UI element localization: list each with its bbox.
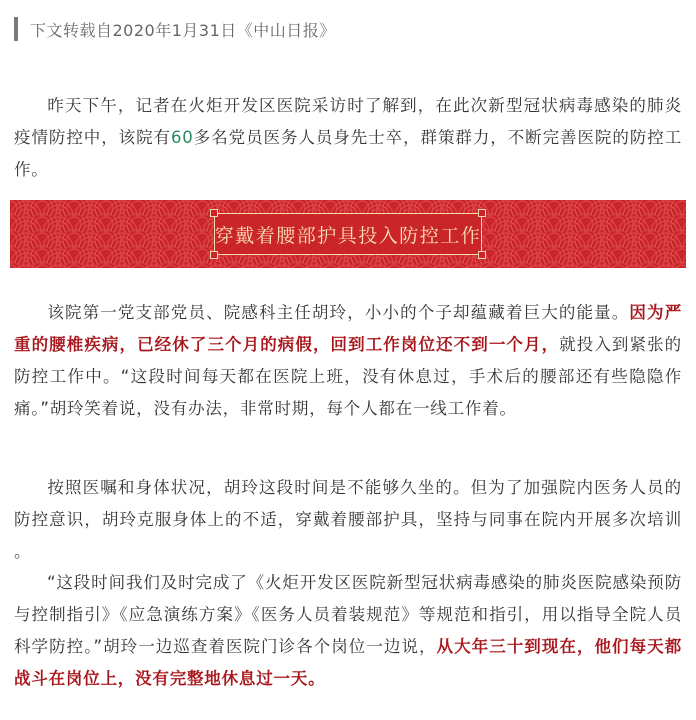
p1-text-after: 就投入到紧张的防控工作中。“这段时间每天都在医院上班，没有休息过，手术后的腰部还有些隐隐作痛。”胡玲笑着说，没有办法，非常时期，每个人都在一线工作着。 [14, 335, 682, 418]
p3-highlight-bold: 从大年三十到现在，他们每天都战斗在岗位上，没有完整地休息过一天。 [14, 637, 682, 688]
intro-text-after: 多名党员医务人员身先士卒，群策群力，不断完善医院的防控工作。 [14, 128, 683, 179]
source-line [14, 16, 336, 42]
intro-paragraph [14, 90, 682, 186]
p1-highlight-bold: 因为严重的腰椎疾病，已经休了三个月的病假，回到工作岗位还不到一个月， [14, 303, 682, 354]
source-accent-bar [14, 17, 18, 41]
p1-text-before: 该院第一党支部党员、院感科主任胡玲，小小的个子却蕴藏着巨大的能量。 [47, 303, 630, 322]
source-text: 下文转载自2020年1月31日《中山日报》 [30, 20, 336, 40]
paragraph-3 [14, 567, 682, 695]
intro-highlight-number: 60 [171, 128, 194, 147]
p2-text: 按照医嘱和身体状况，胡玲这段时间是不能够久坐的。但为了加强院内医务人员的防控意识，胡玲克服身体上的不适，穿戴着腰部护具，坚持与同事在院内开展多次培训 。 [14, 478, 682, 561]
banner-title: 穿戴着腰部护具投入防控工作 [214, 224, 482, 247]
p3-text-before: “这段时间我们及时完成了《火炬开发区医院新型冠状病毒感染的肺炎医院感染预防与控制指引》《应急演练方案》《医务人员着装规范》等规范和指引，用以指导全院人员科学防控。”胡玲一边巡查着医院门诊各个岗位一边说， [14, 573, 682, 656]
section-banner [10, 200, 686, 268]
paragraph-1 [14, 297, 682, 425]
intro-text-before: 昨天下午，记者在火炬开发区医院采访时了解到，在此次新型冠状病毒感染的肺炎疫情防控中，该院有 [14, 96, 682, 147]
paragraph-2 [14, 472, 682, 568]
banner-title-frame [214, 213, 482, 255]
